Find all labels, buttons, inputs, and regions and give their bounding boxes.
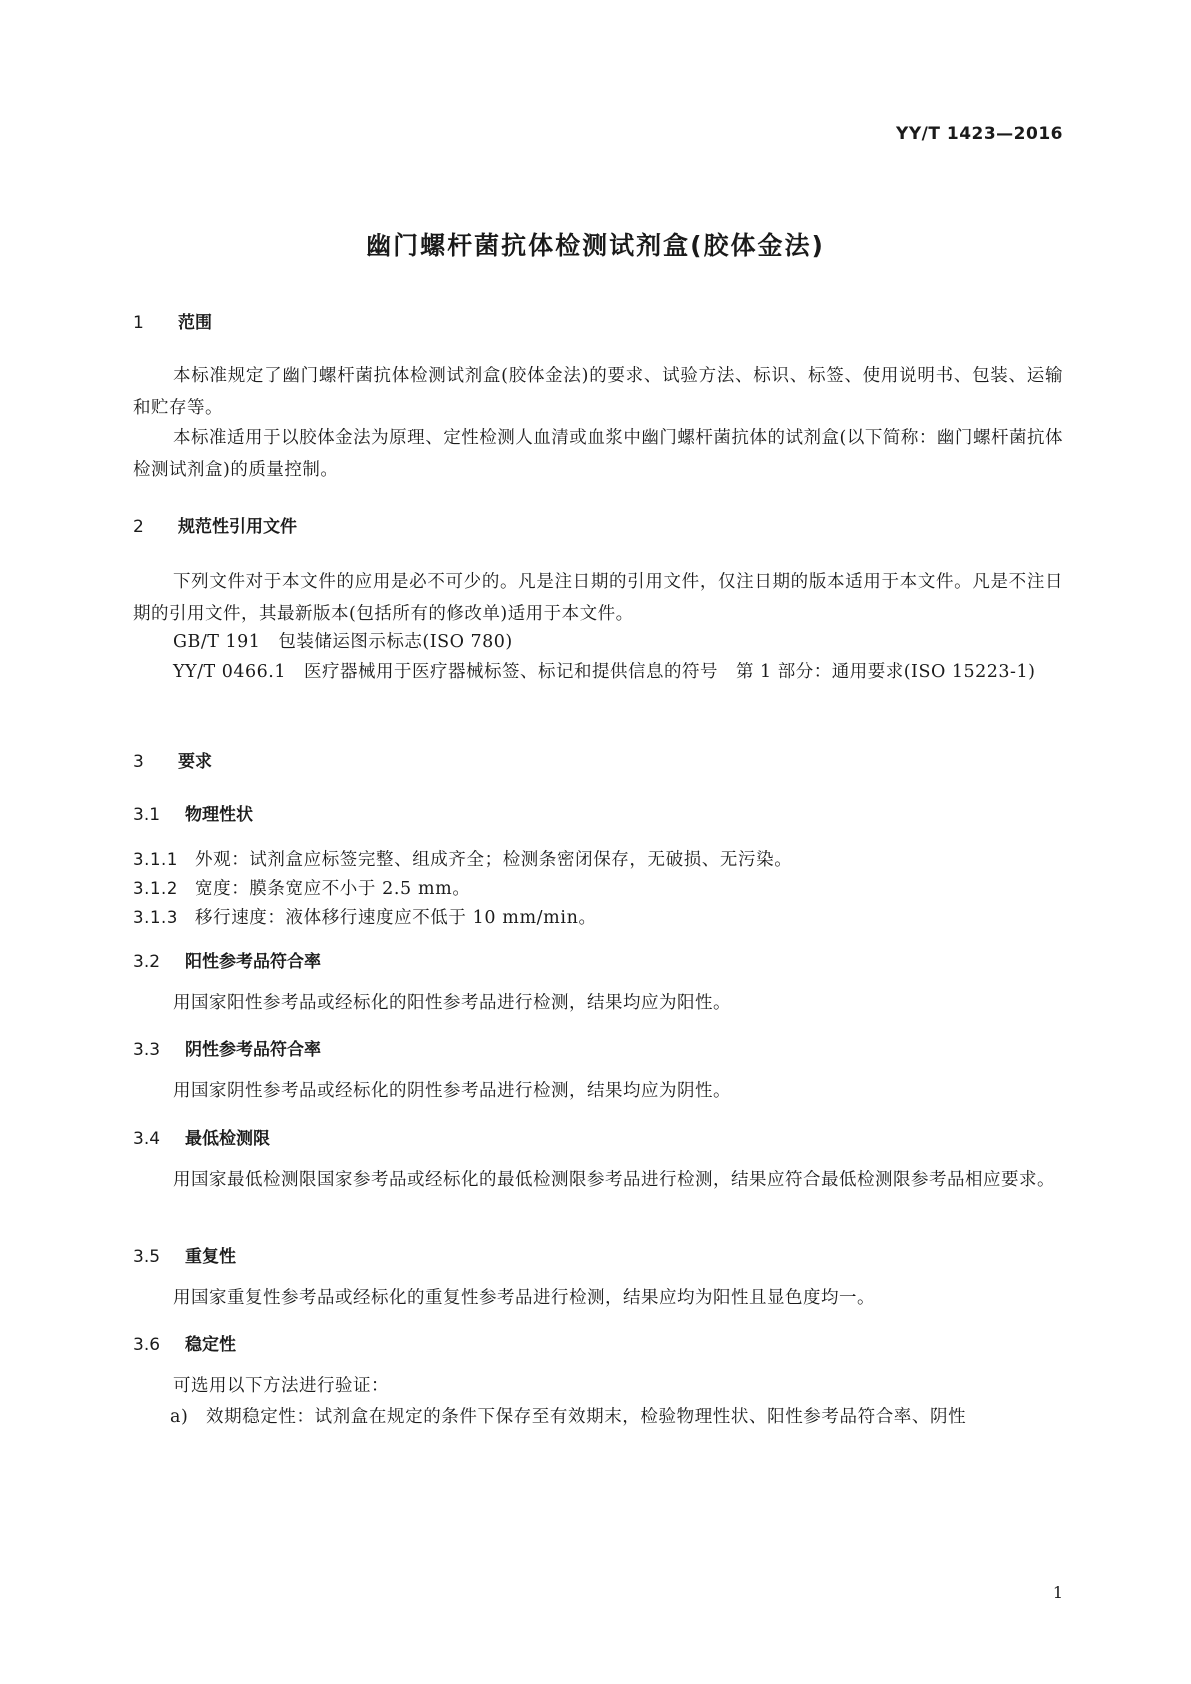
- section-number: 3.3: [133, 1040, 161, 1060]
- section-title: 稳定性: [185, 1335, 236, 1355]
- section-number: 3: [133, 752, 144, 772]
- page-number: 1: [1052, 1583, 1063, 1602]
- reference-item: GB/T 191 包装储运图示标志(ISO 780): [173, 632, 513, 652]
- section-number: 3.1: [133, 805, 161, 825]
- clause-3-1-1: [133, 846, 792, 871]
- clause-3-1-3: [133, 904, 597, 929]
- subsection-3-5-heading: [133, 1242, 236, 1267]
- subsection-3-4-heading: [133, 1124, 270, 1149]
- section-number: 3.6: [133, 1335, 161, 1355]
- clause-number: 3.1.2: [133, 879, 178, 898]
- section-title: 阴性参考品符合率: [185, 1040, 321, 1060]
- section-title: 重复性: [185, 1247, 236, 1267]
- section-title: 物理性状: [185, 805, 253, 825]
- section-number: 1: [133, 313, 144, 333]
- section-1-heading: [133, 308, 212, 333]
- paragraph: 用国家阴性参考品或经标化的阴性参考品进行检测，结果均应为阴性。: [173, 1081, 731, 1101]
- subsection-3-1-heading: [133, 800, 253, 825]
- paragraph: 用国家阳性参考品或经标化的阳性参考品进行检测，结果均应为阳性。: [173, 993, 731, 1013]
- section-title: 规范性引用文件: [178, 517, 297, 537]
- paragraph: 用国家重复性参考品或经标化的重复性参考品进行检测，结果应均为阳性且显色度均一。: [173, 1288, 875, 1308]
- section-title: 范围: [178, 313, 212, 333]
- clause-text: 外观：试剂盒应标签完整、组成齐全；检测条密闭保存，无破损、无污染。: [195, 850, 793, 870]
- section-title: 要求: [178, 752, 212, 772]
- paragraph: 本标准适用于以胶体金法为原理、定性检测人血清或血浆中幽门螺杆菌抗体的试剂盒(以下简称：幽门螺杆菌抗体检测试剂盒)的质量控制。: [133, 428, 1063, 480]
- clause-3-1-2: [133, 875, 470, 900]
- paragraph: 用国家最低检测限国家参考品或经标化的最低检测限参考品进行检测，结果应符合最低检测限参考品相应要求。: [173, 1170, 1055, 1190]
- section-title: 最低检测限: [185, 1129, 270, 1149]
- clause-text: 移行速度：液体移行速度应不低于 10 mm/min。: [195, 908, 597, 928]
- paragraph: 可选用以下方法进行验证：: [173, 1376, 389, 1396]
- list-item-a: [170, 1403, 966, 1428]
- section-title: 阳性参考品符合率: [185, 952, 321, 972]
- clause-number: 3.1.1: [133, 850, 178, 869]
- subsection-3-2-heading: [133, 947, 321, 972]
- subsection-3-3-heading: [133, 1035, 321, 1060]
- section-number: 3.4: [133, 1129, 161, 1149]
- paragraph: 本标准规定了幽门螺杆菌抗体检测试剂盒(胶体金法)的要求、试验方法、标识、标签、使用说明书、包装、运输和贮存等。: [133, 366, 1063, 418]
- clause-text: 宽度：膜条宽应不小于 2.5 mm。: [195, 879, 471, 899]
- section-number: 3.2: [133, 952, 161, 972]
- clause-number: 3.1.3: [133, 908, 178, 927]
- subsection-3-6-heading: [133, 1330, 236, 1355]
- section-2-heading: [133, 512, 297, 537]
- section-3-heading: [133, 747, 212, 772]
- section-number: 3.5: [133, 1247, 161, 1267]
- reference-item: YY/T 0466.1 医疗器械用于医疗器械标签、标记和提供信息的符号 第 1 部分：通用要求(ISO 15223-1): [173, 662, 1036, 682]
- document-title: 幽门螺杆菌抗体检测试剂盒(胶体金法): [366, 231, 825, 260]
- standard-code: YY/T 1423—2016: [896, 124, 1063, 144]
- list-label: a): [170, 1407, 189, 1427]
- paragraph: 下列文件对于本文件的应用是必不可少的。凡是注日期的引用文件，仅注日期的版本适用于本文件。凡是不注日期的引用文件，其最新版本(包括所有的修改单)适用于本文件。: [133, 572, 1063, 624]
- section-number: 2: [133, 517, 144, 537]
- list-text: 效期稳定性：试剂盒在规定的条件下保存至有效期末，检验物理性状、阳性参考品符合率、阴性: [206, 1407, 967, 1427]
